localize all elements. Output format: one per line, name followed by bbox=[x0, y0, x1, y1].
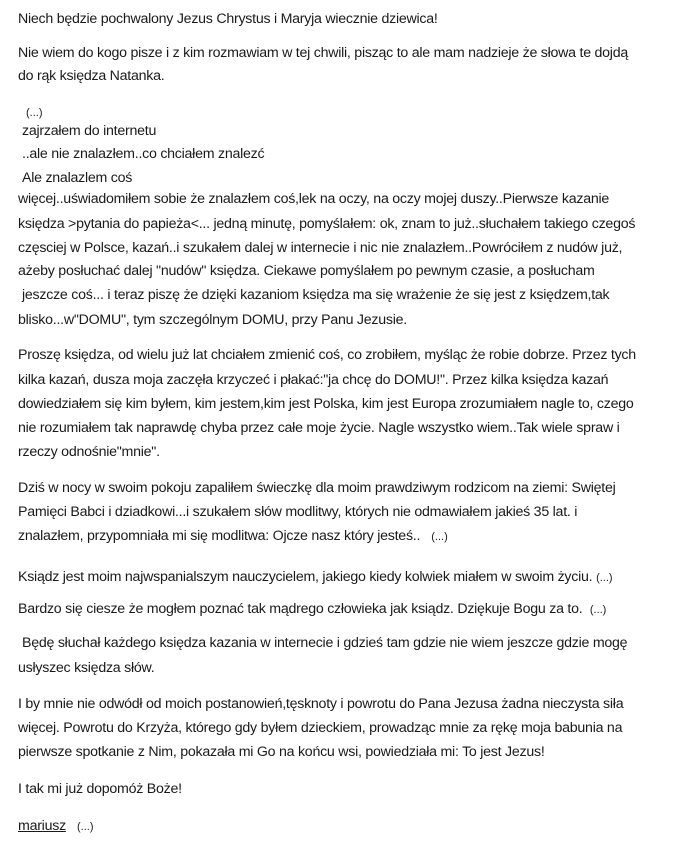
para3-line-3-text: znalazłem, przypomniała mi się modlitwa: Ojcze nasz który jesteś.. bbox=[18, 528, 421, 544]
para3-line-2: Pamięci Babci i dziadkowi...i szukałem słów modlitwy, których nie odmawiałem jakieś 35 lat. i bbox=[18, 504, 578, 520]
para2-line-4: nie rozumiałem tak naprawdę chyba przez całe moje życie. Nagle wszystko wiem..Tak wiele spraw i bbox=[18, 420, 620, 436]
omission-marker: (...) bbox=[26, 107, 43, 119]
para5 bbox=[18, 600, 606, 619]
para7-line-2: więcej. Powrotu do Krzyża, którego gdy byłem dzieckiem, prowadząc mnie za rękę moja babunia na bbox=[18, 720, 623, 736]
signature: mariusz bbox=[18, 818, 66, 834]
para5-text: Bardzo się ciesze że mogłem poznać tak mądrego człowieka jak ksiądz. Dziękuje Bogu za to. bbox=[18, 601, 583, 617]
para2-line-1: Proszę księdza, od wielu już lat chciałem zmienić coś, co zrobiłem, myśląc że robie dobrze. Przez tych bbox=[18, 347, 636, 363]
para2-line-5: rzeczy odnośnie"mnie". bbox=[18, 444, 160, 460]
para2-line-2: kilka kazań, dusza moja zaczęła krzyczeć i płakać:"ja chcę do DOMU!". Przez kilka księdza kazań bbox=[18, 372, 609, 388]
short-line-2: ..ale nie znalazłem..co chciałem znalezć bbox=[22, 146, 265, 162]
para4-text: Ksiądz jest moim najwspanialszym nauczycielem, jakiego kiedy kolwiek miałem w swoim życiu. bbox=[18, 569, 593, 585]
short-line-3: Ale znalazlem coś bbox=[22, 170, 133, 186]
para1-line-6: blisko...w"DOMU", tym szczególnym DOMU, przy Panu Jezusie. bbox=[18, 312, 407, 328]
para7-line-1: I by mnie nie odwódł od moich postanowień,tęsknoty i powrotu do Pana Jezusa żadna nieczysta siła bbox=[18, 696, 624, 712]
para2-line-3: dowiedziałem się kim byłem, kim jestem,kim jest Polska, kim jest Europa zrozumiałem nagle to, czego bbox=[18, 396, 634, 412]
omission-marker: (...) bbox=[589, 604, 607, 616]
omission-marker: (...) bbox=[431, 531, 448, 543]
short-line-1: zajrzałem do internetu bbox=[22, 123, 157, 139]
para6-line-1: Będę słuchał każdego księdza kazania w internecie i gdzieś tam gdzie nie wiem jeszcze gdzie mogę bbox=[22, 635, 628, 651]
para3-line-1: Dziś w nocy w swoim pokoju zapaliłem świeczkę dla moim prawdziwym rodzicom na ziemi: Swiętej bbox=[18, 480, 616, 496]
para7-line-3: pierwsze spotkanie z Nim, pokazała mi Go na końcu wsi, powiedziała mi: To jest Jezus! bbox=[18, 744, 545, 760]
intro-line-2: do rąk księdza Natanka. bbox=[18, 68, 165, 84]
para6-line-2: usłyszec księdza słów. bbox=[18, 660, 155, 676]
closing: I tak mi już dopomóż Boże! bbox=[18, 781, 182, 797]
para1-line-5: jeszcze coś... i teraz piszę że dzięki kazaniom księdza ma się wrażenie że się jest z księdzem,tak bbox=[22, 287, 610, 303]
greeting: Niech będzie pochwalony Jezus Chrystus i Maryja wiecznie dziewica! bbox=[18, 11, 438, 27]
signature-line bbox=[18, 817, 94, 836]
omission-marker: (...) bbox=[596, 572, 613, 584]
para1-line-2: księdza >pytania do papieża<... jedną minutę, pomyślałem: ok, znam to już..słuchałem takiego czegoś bbox=[18, 216, 636, 232]
intro-line-1: Nie wiem do kogo pisze i z kim rozmawiam w tej chwili, pisząc to ale mam nadzieje że słowa te dojdą bbox=[18, 45, 628, 61]
para1-line-1: więcej..uświadomiłem sobie że znalazłem coś,lek na oczy, na oczy mojej duszy..Pierwsze kazanie bbox=[18, 191, 610, 207]
para1-line-3: częsciej w Polsce, kazań..i szukałem dalej w internecie i nic nie znalazłem..Powróciłem z nudów już, bbox=[18, 240, 623, 256]
para1-line-4: ażeby posłuchać dalej "nudów" księdza. Ciekawe pomyślałem po pewnym czasie, a posłucham bbox=[18, 263, 595, 279]
omission-marker: (...) bbox=[77, 821, 94, 833]
para4 bbox=[18, 568, 613, 587]
para3-line-3 bbox=[18, 527, 448, 546]
